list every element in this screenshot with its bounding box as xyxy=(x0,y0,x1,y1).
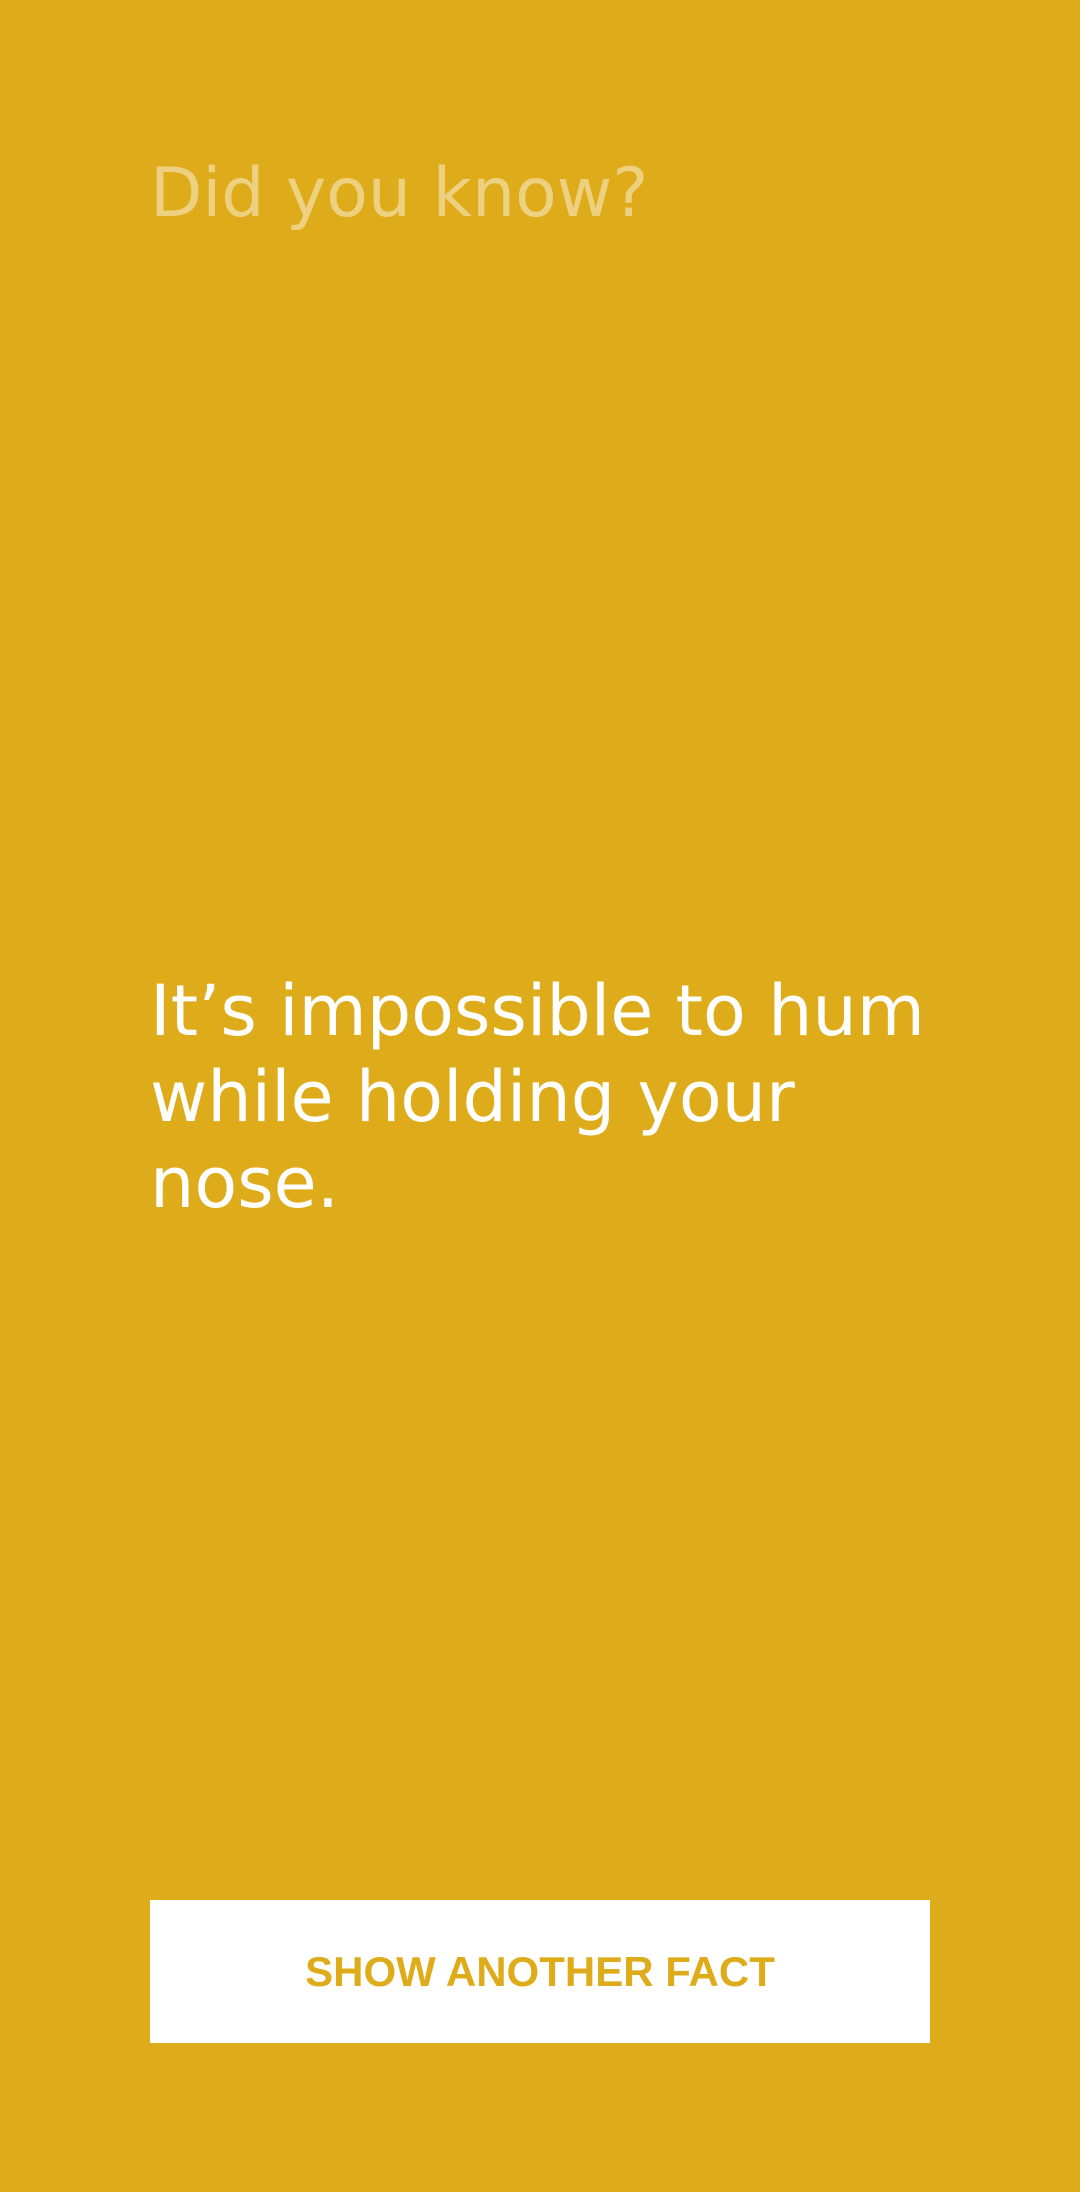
fact-text: It’s impossible to hum while holding your nose. xyxy=(150,970,925,1224)
show-another-fact-label: SHOW ANOTHER FACT xyxy=(305,1947,775,1995)
page-title: Did you know? xyxy=(150,154,649,233)
show-another-fact-button[interactable] xyxy=(150,1900,930,2043)
